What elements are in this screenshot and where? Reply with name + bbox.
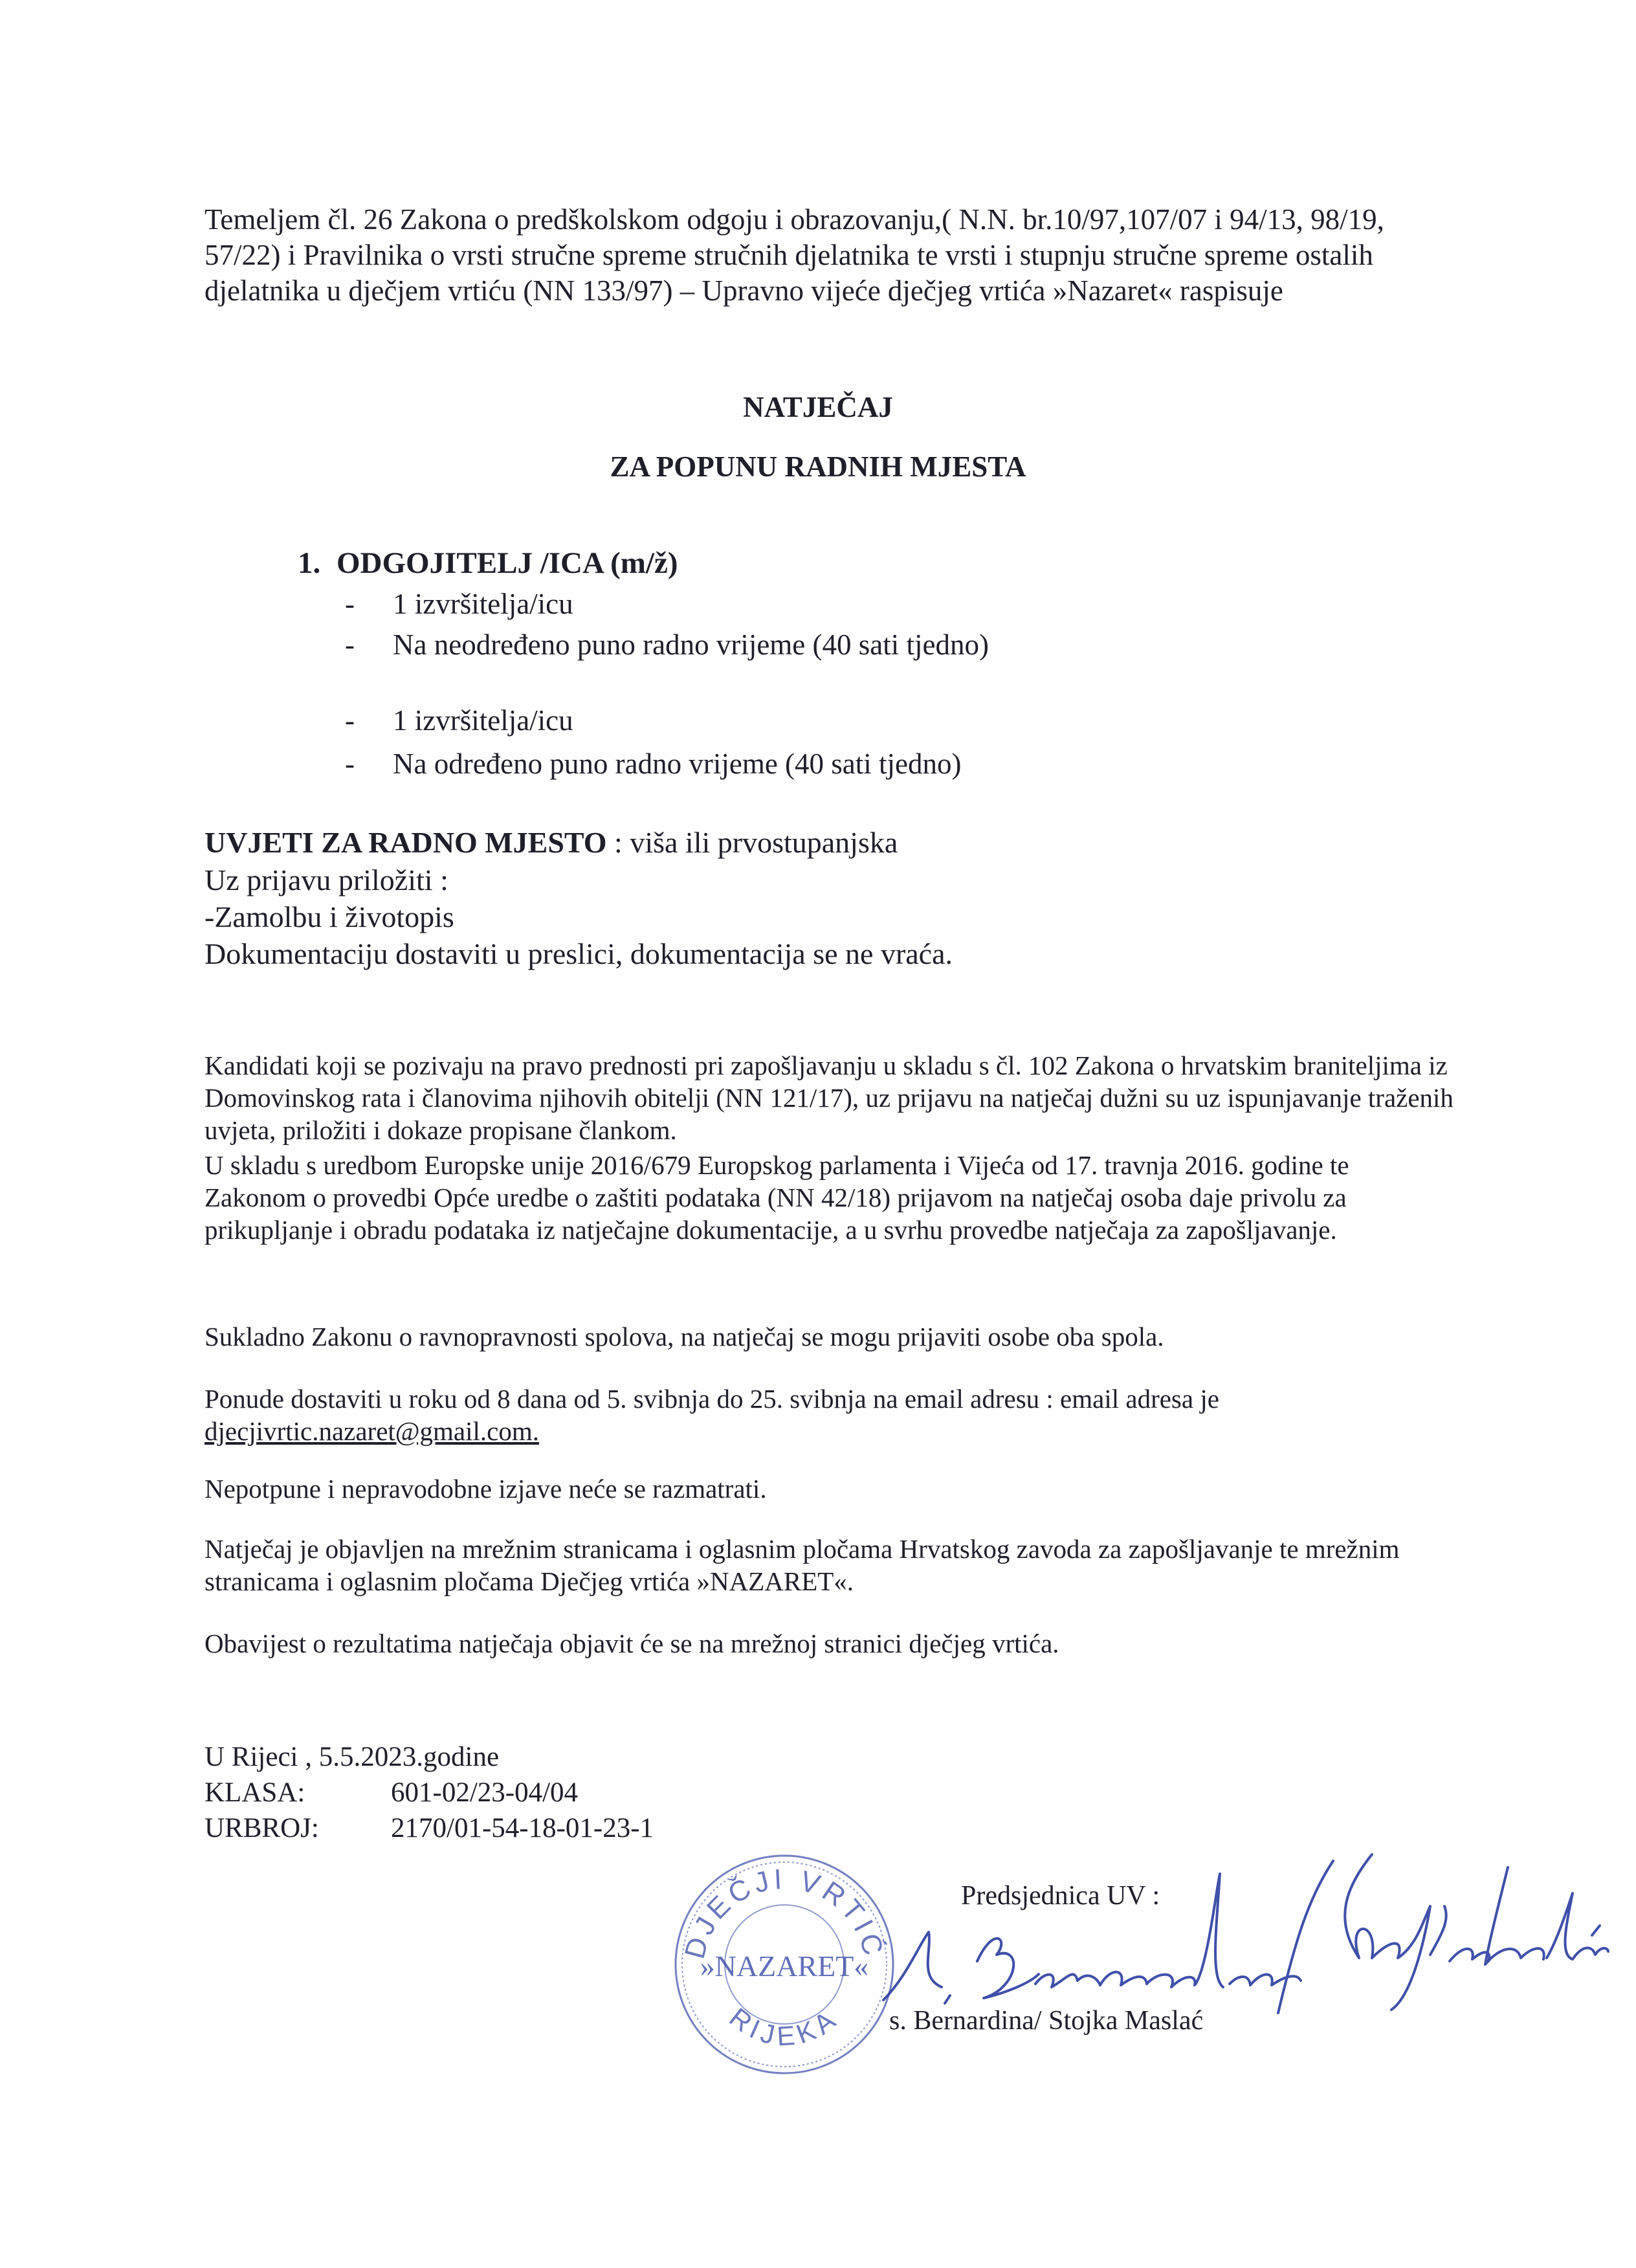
bullet-item <box>345 747 962 781</box>
conditions-value: : viša ili prvostupanjska <box>606 826 898 859</box>
urbroj-value: 2170/01-54-18-01-23-1 <box>391 1813 654 1843</box>
deadline-paragraph <box>204 1383 1466 1447</box>
bullet-text: Na neodređeno puno radno vrijeme (40 sati tjedno) <box>393 628 989 661</box>
document-title: NATJEČAJ <box>743 391 893 423</box>
deadline-text: Ponude dostaviti u roku od 8 dana od 5. svibnja do 25. svibnja na email adresu : email adresa je <box>204 1384 1219 1414</box>
intro-paragraph: Temeljem čl. 26 Zakona o predškolskom odgoju i obrazovanju,( N.N. br.10/97,107/07 i 94/13, 98/19, 57/22) i Pravilnika o vrsti stručne spreme stručnih djelatnika te vrsti i stupnju stručne spreme ostalih djelatnika u dječjem vrtiću (NN 133/97) – Upravno vijeće dječjeg vrtića »Nazaret« raspisuje <box>204 203 1384 307</box>
official-stamp <box>670 1850 899 2079</box>
position-heading <box>298 546 678 581</box>
document-subtitle: ZA POPUNU RADNIH MJESTA <box>610 450 1026 483</box>
handwritten-signature <box>880 1848 1611 2016</box>
bullet-item <box>345 628 989 662</box>
bullet-item <box>345 704 573 737</box>
urbroj-row <box>204 1812 654 1844</box>
bullet-dash: - <box>345 588 355 620</box>
bullet-dash: - <box>345 628 355 661</box>
bullet-item <box>345 587 573 621</box>
gdpr-paragraph: U skladu s uredbom Europske unije 2016/679 Europskog parlamenta i Vijeća od 17. travnja 2016. godine te Zakonom o provedbi Opće uredbe o zaštiti podataka (NN 42/18) prijavom na natječaj osoba daje privolu za prikupljanje i obradu podataka iz natječajne dokumentacije, a u svrhu provedbe natječaja za zapošljavanje. <box>204 1150 1349 1245</box>
bullet-text: 1 izvršitelja/icu <box>393 704 573 737</box>
attach-label: Uz prijavu priložiti : <box>204 863 448 896</box>
priority-paragraph: Kandidati koji se pozivaju na pravo prednosti pri zapošljavanju u skladu s čl. 102 Zakona o hrvatskim braniteljima iz Domovinskog rata i članovima njihovih obitelji (NN 121/17), uz prijavu na natječaj dužni su uz ispunjavanje traženih uvjeta, priložiti i dokaze propisane člankom. <box>204 1051 1454 1145</box>
results-paragraph: Obavijest o rezultatima natječaja objavit će se na mrežnoj stranici dječjeg vrtića. <box>204 1629 1059 1658</box>
incomplete-paragraph: Nepotpune i nepravodobne izjave neće se razmatrati. <box>204 1474 767 1504</box>
signatory-name: s. Bernardina/ Stojka Maslać <box>889 2006 1204 2036</box>
position-number: 1. <box>298 546 321 580</box>
documentation-note: Dokumentaciju dostaviti u preslici, dokumentacija se ne vraća. <box>204 937 953 970</box>
klasa-row <box>204 1777 578 1808</box>
stamp-bottom-text: RIJEKA <box>724 2001 845 2052</box>
position-name: ODGOJITELJ /ICA (m/ž) <box>337 546 678 580</box>
email-link[interactable]: djecjivrtic.nazaret@gmail.com. <box>204 1416 540 1446</box>
stamp-middle-text: »NAZARET« <box>700 1950 869 1983</box>
klasa-label: KLASA: <box>204 1777 305 1808</box>
bullet-text: 1 izvršitelja/icu <box>393 588 573 620</box>
conditions-label: UVJETI ZA RADNO MJESTO <box>204 826 607 859</box>
bullet-dash: - <box>345 704 355 737</box>
stamp-top-text: DJEČJI VRTIĆ <box>678 1863 890 1962</box>
attach-item: -Zamolbu i životopis <box>204 900 454 933</box>
published-paragraph: Natječaj je objavljen na mrežnim stranicama i oglasnim pločama Hrvatskog zavoda za zapošljavanje te mrežnim stranicama i oglasnim pločama Dječjeg vrtića »NAZARET«. <box>204 1534 1400 1596</box>
place-date: U Rijeci , 5.5.2023.godine <box>204 1742 500 1772</box>
gender-paragraph: Sukladno Zakonu o ravnopravnosti spolova, na natječaj se mogu prijaviti osobe oba spola. <box>204 1322 1164 1351</box>
conditions-line <box>204 825 1466 860</box>
bullet-dash: - <box>345 748 355 780</box>
klasa-value: 601-02/23-04/04 <box>391 1777 579 1808</box>
urbroj-label: URBROJ: <box>204 1813 319 1843</box>
bullet-text: Na određeno puno radno vrijeme (40 sati tjedno) <box>393 748 962 780</box>
signatory-title: Predsjednica UV : <box>961 1881 1160 1911</box>
